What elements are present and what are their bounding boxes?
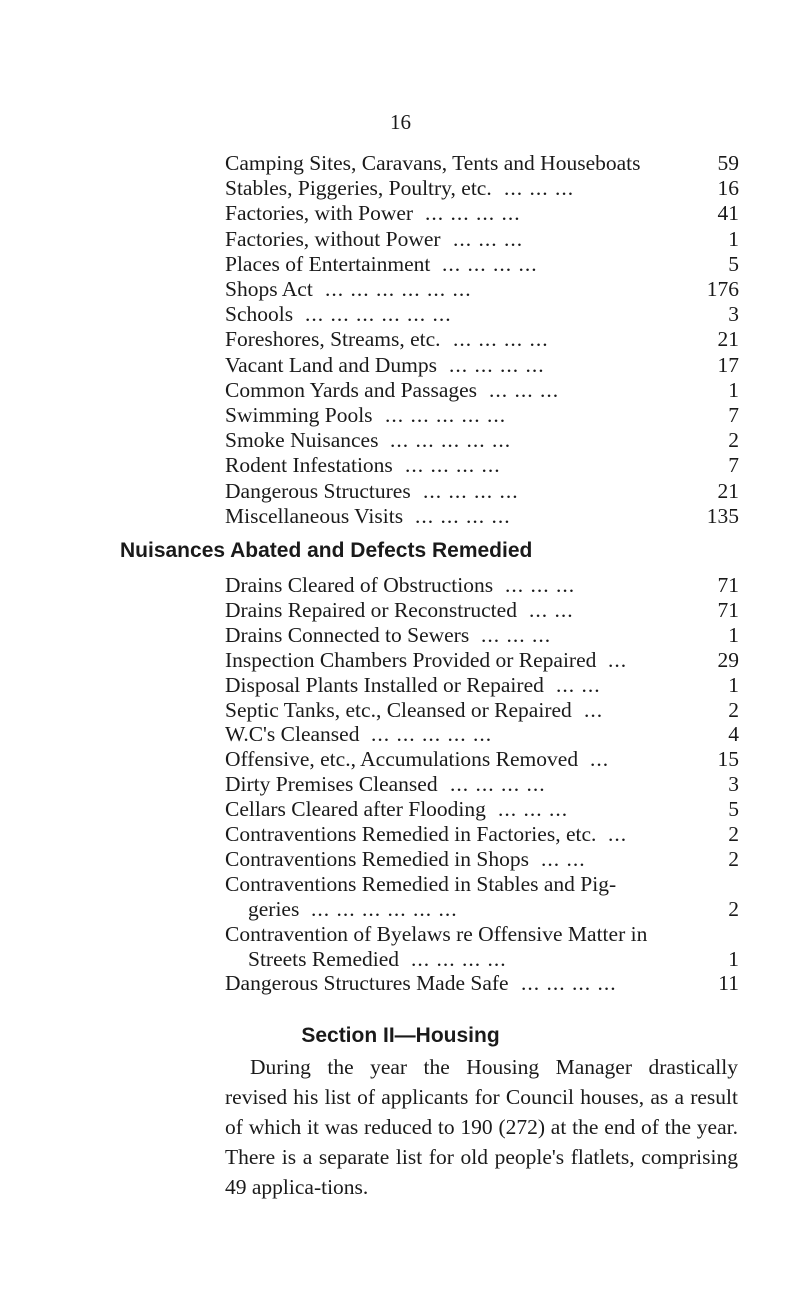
row-label: Inspection Chambers Provided or Repaired — [225, 647, 597, 672]
row-label: geries — [248, 896, 300, 921]
row-value: 1 — [728, 226, 739, 251]
row-leader-dots: ... ... ... — [453, 226, 524, 251]
housing-paragraph: During the year the Housing Manager drastically revised his list of applicants for Council houses, as a result of which it was reduced to 190 (272) at the end of the year. There is a separate list for old people's flatlets, comprising 49 applica-tions. — [225, 1055, 738, 1199]
row-label: Shops Act — [225, 277, 313, 301]
row-label: Disposal Plants Installed or Repaired — [225, 672, 544, 697]
row-value: 21 — [717, 327, 739, 352]
row-label: Foreshores, Streams, etc. — [225, 327, 441, 352]
nuisances-heading: Nuisances Abated and Defects Remedied — [120, 539, 533, 562]
row-label: Stables, Piggeries, Poultry, etc. — [225, 176, 492, 201]
row-leader-dots: ... ... ... ... — [415, 503, 511, 528]
row-leader-dots: ... ... ... — [489, 377, 560, 402]
row-label: Rodent Infestations — [225, 453, 393, 478]
row-leader-dots: ... — [608, 822, 628, 846]
row-label: Vacant Land and Dumps — [225, 352, 437, 377]
row-leader-dots: ... ... — [556, 672, 601, 697]
row-value: 16 — [717, 176, 739, 201]
row-leader-dots: ... — [590, 747, 610, 772]
housing-heading: Section II—Housing — [301, 1024, 500, 1047]
row-label: Dangerous Structures Made Safe — [225, 971, 509, 996]
row-value: 2 — [728, 846, 739, 871]
row-value: 1 — [728, 622, 739, 647]
row-value: 7 — [728, 403, 739, 427]
row-leader-dots: ... ... ... ... ... — [390, 428, 512, 453]
row-label: Septic Tanks, etc., Cleansed or Repaired — [225, 697, 572, 722]
row-label: Places of Entertainment — [225, 251, 431, 276]
row-label: Schools — [225, 302, 294, 327]
row-leader-dots: ... ... ... — [504, 176, 575, 201]
row-leader-dots: ... ... ... ... — [405, 453, 501, 478]
row-label: W.C's Cleansed — [225, 722, 360, 747]
row-value: 3 — [728, 302, 739, 327]
row-value: 5 — [728, 251, 739, 276]
row-label: Dirty Premises Cleansed — [225, 772, 438, 797]
row-value: 2 — [728, 822, 739, 846]
row-leader-dots: ... ... ... ... — [521, 971, 617, 996]
row-leader-dots: ... — [608, 647, 628, 672]
row-value: 71 — [717, 573, 739, 597]
row-label: Drains Connected to Sewers — [225, 622, 470, 647]
row-leader-dots: ... ... ... ... — [425, 201, 521, 226]
row-leader-dots: ... ... ... ... ... ... — [305, 302, 452, 327]
row-value: 11 — [718, 971, 739, 996]
row-label: Offensive, etc., Accumulations Removed — [225, 747, 579, 772]
row-value: 135 — [706, 503, 739, 528]
row-leader-dots: ... ... ... ... — [449, 352, 545, 377]
row-leader-dots: ... ... — [529, 597, 574, 622]
row-value: 3 — [728, 772, 739, 797]
row-leader-dots: ... ... ... ... — [423, 478, 519, 503]
row-leader-dots: ... ... ... ... — [442, 251, 538, 276]
row-label: Drains Repaired or Reconstructed — [225, 597, 517, 622]
row-value: 21 — [717, 478, 739, 503]
row-value: 41 — [717, 201, 739, 226]
row-leader-dots: ... ... ... ... ... — [385, 403, 507, 427]
row-label: Streets Remedied — [248, 946, 400, 971]
row-leader-dots: ... ... ... ... — [411, 946, 507, 971]
row-value: 17 — [717, 352, 739, 377]
row-label: Drains Cleared of Obstructions — [225, 573, 494, 597]
row-label: Common Yards and Passages — [225, 377, 478, 402]
row-value: 7 — [728, 453, 739, 478]
row-leader-dots: ... ... ... ... — [453, 327, 549, 352]
row-value: 71 — [717, 597, 739, 622]
row-value: 29 — [717, 647, 739, 672]
row-label: Factories, with Power — [225, 201, 414, 226]
row-leader-dots: ... ... ... ... ... ... — [325, 277, 472, 301]
row-value: 2 — [728, 697, 739, 722]
row-label: Contravention of Byelaws re Offensive Matter in — [225, 921, 648, 946]
row-label: Swimming Pools — [225, 403, 373, 427]
row-label: Factories, without Power — [225, 226, 441, 251]
row-leader-dots: ... — [584, 697, 604, 722]
row-leader-dots: ... ... ... ... ... ... — [311, 896, 458, 921]
row-leader-dots: ... ... ... — [481, 622, 552, 647]
row-label: Miscellaneous Visits — [225, 503, 404, 528]
row-value: 59 — [717, 151, 739, 175]
row-value: 1 — [728, 672, 739, 697]
row-value: 1 — [728, 377, 739, 402]
row-value: 1 — [728, 946, 739, 971]
row-label: Smoke Nuisances — [225, 428, 379, 453]
table-row — [0, 968, 801, 998]
row-value: 5 — [728, 797, 739, 822]
row-label: Cellars Cleared after Flooding — [225, 797, 486, 822]
row-value: 2 — [728, 428, 739, 453]
row-value: 2 — [728, 896, 739, 921]
row-value: 176 — [706, 277, 739, 301]
row-leader-dots: ... ... — [541, 846, 586, 871]
row-label: Contraventions Remedied in Stables and Pig- — [225, 871, 617, 896]
page-number: 16 — [390, 110, 411, 134]
row-value: 4 — [728, 722, 739, 747]
row-value: 15 — [717, 747, 739, 772]
row-leader-dots: ... ... ... ... ... — [371, 722, 493, 747]
row-label: Contraventions Remedied in Factories, etc. — [225, 822, 597, 846]
row-leader-dots: ... ... ... — [505, 573, 576, 597]
row-label: Dangerous Structures — [225, 478, 411, 503]
row-label: Contraventions Remedied in Shops — [225, 846, 529, 871]
row-leader-dots: ... ... ... ... — [450, 772, 546, 797]
table-row — [0, 501, 801, 531]
row-leader-dots: ... ... ... — [498, 797, 569, 822]
row-label: Camping Sites, Caravans, Tents and Houseboats — [225, 151, 641, 175]
